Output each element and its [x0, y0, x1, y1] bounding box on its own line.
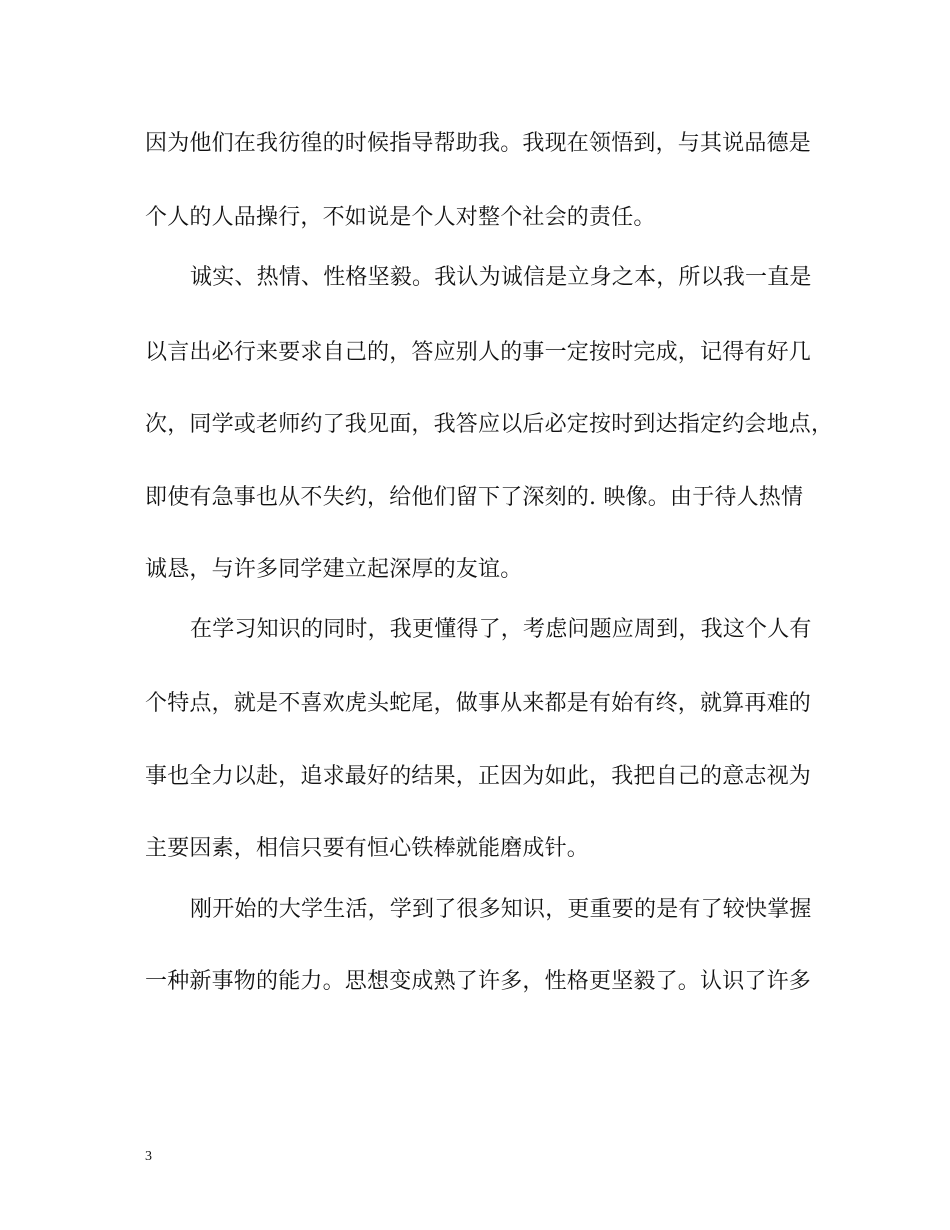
- text-line: 诚恳，与许多同学建立起深厚的友谊。: [145, 557, 523, 582]
- text-line: 事也全力以赴，追求最好的结果，正因为如此，我把自己的意志视为: [145, 764, 812, 789]
- text-line: 以言出必行来要求自己的，答应别人的事一定按时完成，记得有好几: [145, 340, 812, 365]
- text-line: 因为他们在我彷徨的时候指导帮助我。我现在领悟到，与其说品德是: [145, 131, 812, 156]
- text-line: 主要因素，相信只要有恒心铁棒就能磨成针。: [145, 836, 590, 861]
- text-line: 一种新事物的能力。思想变成熟了许多，性格更坚毅了。认识了许多: [145, 969, 812, 994]
- paragraph-start-line: 诚实、热情、性格坚毅。我认为诚信是立身之本，所以我一直是: [190, 265, 812, 290]
- paragraph-start-line: 在学习知识的同时，我更懂得了，考虑问题应周到，我这个人有: [190, 617, 812, 642]
- paragraph-start-line: 刚开始的大学生活，学到了很多知识，更重要的是有了较快掌握: [190, 897, 812, 922]
- text-line: 个人的人品操行，不如说是个人对整个社会的责任。: [145, 205, 656, 230]
- page-number: 3: [145, 1149, 152, 1164]
- text-line: 即使有急事也从不失约，给他们留下了深刻的. 映像。由于待人热情: [145, 485, 804, 510]
- text-line: 个特点，就是不喜欢虎头蛇尾，做事从来都是有始有终，就算再难的: [145, 691, 812, 716]
- text-line: 次，同学或老师约了我见面，我答应以后必定按时到达指定约会地点，: [145, 412, 834, 437]
